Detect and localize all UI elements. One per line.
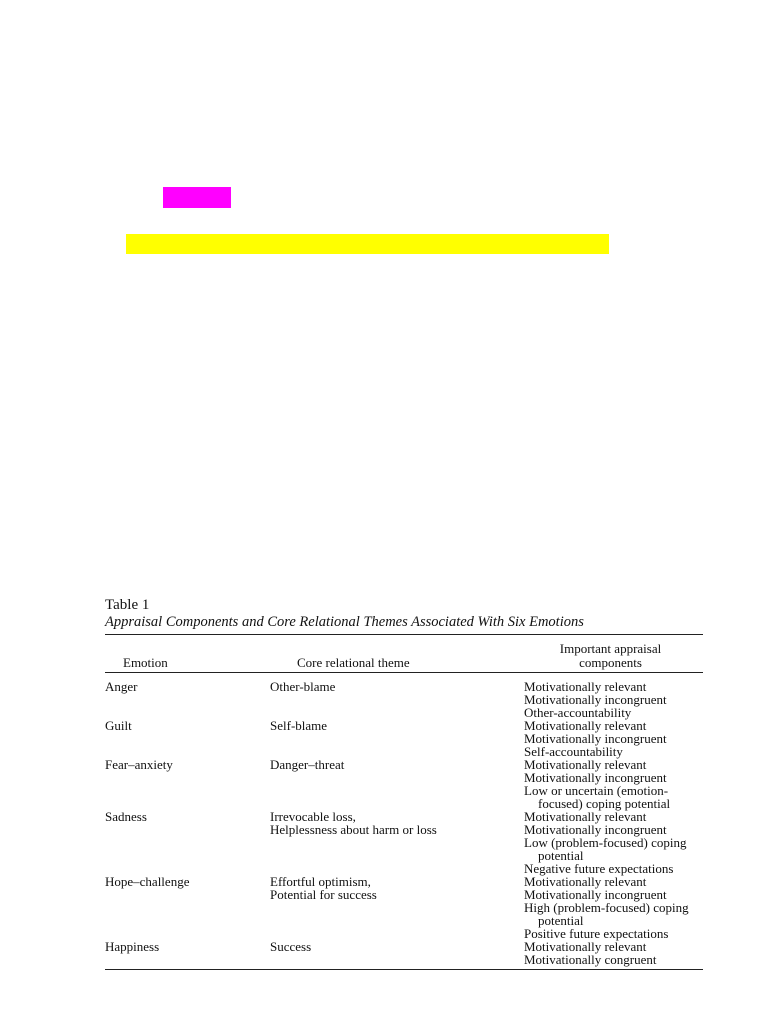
appraisal-components-cell [524, 810, 703, 875]
component-line: Motivationally relevant [524, 939, 647, 954]
table-row [105, 719, 703, 758]
core-relational-theme-cell [270, 680, 335, 693]
theme-line: Danger–threat [270, 757, 345, 772]
component-line: Motivationally incongruent [524, 822, 667, 837]
appraisal-components-cell [524, 680, 703, 719]
component-line: Motivationally relevant [524, 757, 647, 772]
table-body [105, 673, 703, 969]
component-line: potential [538, 913, 584, 928]
core-relational-theme-cell [270, 875, 377, 901]
component-line: Motivationally relevant [524, 679, 647, 694]
emotion-cell: Guilt [105, 718, 132, 733]
emotion-cell: Hope–challenge [105, 874, 190, 889]
header-core-relational-theme: Core relational theme [297, 655, 410, 670]
component-line: Motivationally incongruent [524, 770, 667, 785]
redaction-block-magenta [163, 187, 231, 208]
theme-line: Potential for success [270, 887, 377, 902]
appraisal-components-cell [524, 940, 703, 966]
component-line: Self-accountability [524, 744, 623, 759]
emotion-cell: Fear–anxiety [105, 757, 173, 772]
table-row [105, 940, 703, 966]
component-line: High (problem-focused) coping [524, 900, 689, 915]
header-emotion: Emotion [123, 655, 168, 670]
theme-line: Success [270, 939, 312, 954]
theme-line: Effortful optimism, [270, 874, 371, 889]
header-components-line-1: Important appraisal [559, 641, 662, 656]
component-line: Other-accountability [524, 705, 632, 720]
theme-line: Irrevocable loss, [270, 809, 356, 824]
theme-line: Helplessness about harm or loss [270, 822, 437, 837]
appraisal-table [105, 597, 703, 970]
component-line: potential [538, 848, 584, 863]
table-bottom-rule [105, 969, 703, 970]
table-title: Appraisal Components and Core Relational Themes Associated With Six Emotions [105, 614, 584, 630]
component-line: Low or uncertain (emotion- [524, 783, 669, 798]
emotion-cell: Sadness [105, 809, 147, 824]
component-line: Motivationally incongruent [524, 887, 667, 902]
component-line: Motivationally relevant [524, 809, 647, 824]
core-relational-theme-cell [270, 810, 437, 836]
component-line: Motivationally relevant [524, 718, 647, 733]
appraisal-components-cell [524, 719, 703, 758]
theme-line: Other-blame [270, 679, 336, 694]
component-line: Motivationally incongruent [524, 731, 667, 746]
table-row [105, 758, 703, 810]
core-relational-theme-cell [270, 719, 327, 732]
appraisal-components-cell [524, 875, 703, 940]
appraisal-components-cell [524, 758, 703, 810]
table-row [105, 810, 703, 875]
component-line: Motivationally relevant [524, 874, 647, 889]
component-line: focused) coping potential [538, 796, 671, 811]
header-components-line-2: components [579, 654, 642, 670]
emotion-cell: Happiness [105, 939, 160, 954]
component-line: Motivationally incongruent [524, 692, 667, 707]
core-relational-theme-cell [270, 758, 344, 771]
core-relational-theme-cell [270, 940, 311, 953]
component-line: Negative future expectations [524, 861, 674, 876]
table-row [105, 875, 703, 940]
component-line: Low (problem-focused) coping [524, 835, 687, 850]
table-header-row [105, 635, 703, 672]
header-appraisal-components [523, 642, 698, 669]
redaction-block-yellow [126, 234, 609, 254]
table-row [105, 680, 703, 719]
emotion-cell: Anger [105, 679, 138, 694]
component-line: Positive future expectations [524, 926, 669, 941]
component-line: Motivationally congruent [524, 952, 657, 967]
theme-line: Self-blame [270, 718, 328, 733]
table-label: Table 1 [105, 597, 150, 613]
